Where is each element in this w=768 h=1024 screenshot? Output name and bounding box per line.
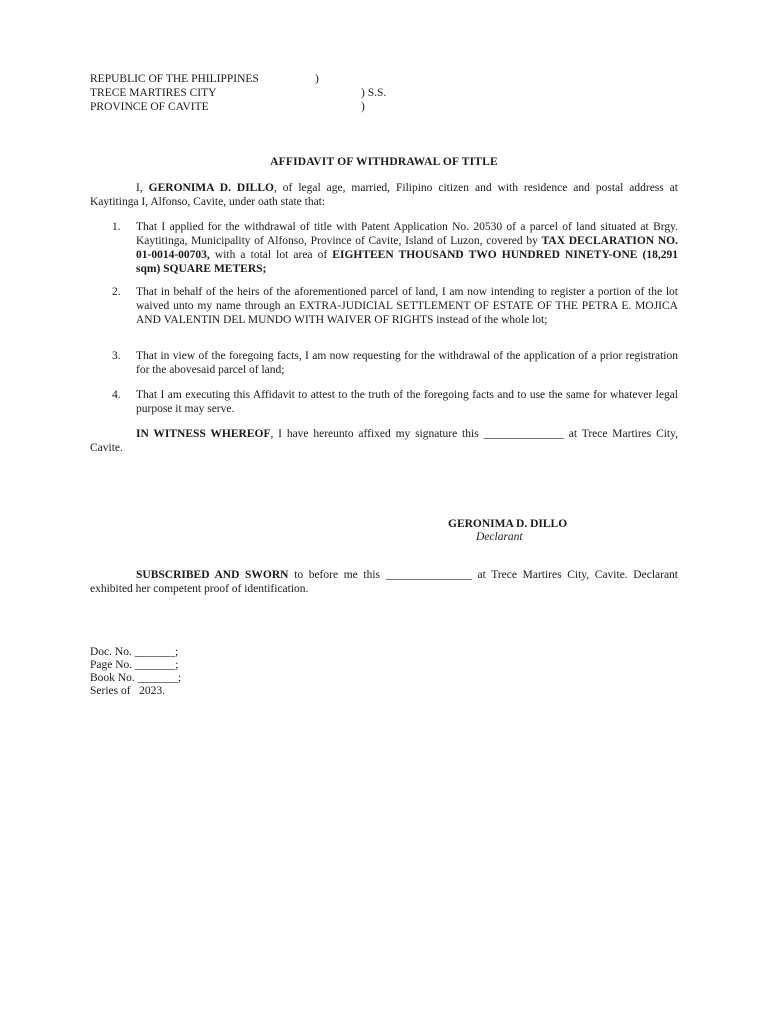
tax-declaration: TAX DECLARATION NO. 01-0014-00703,	[136, 235, 678, 261]
series-year: Series of 2023.	[90, 685, 166, 697]
document-title: AFFIDAVIT OF WITHDRAWAL OF TITLE	[270, 156, 498, 168]
list-item-text: with a total lot area of	[209, 249, 333, 261]
affiant-name: GERONIMA D. DILLO	[148, 182, 274, 194]
venue-paren-2: ) S.S.	[361, 87, 387, 99]
venue-line-1: REPUBLIC OF THE PHILIPPINES	[90, 73, 259, 85]
page-number: Page No. _______;	[90, 659, 179, 671]
intro-paragraph	[90, 181, 678, 209]
signatory-role: Declarant	[476, 531, 523, 543]
list-item-number: 2.	[112, 286, 121, 298]
signatory-name: GERONIMA D. DILLO	[448, 518, 568, 530]
list-item-text: That in view of the foregoing facts, I am now requesting for the withdrawal of the application of a prior registration for the abovesaid parcel of land;	[136, 350, 678, 376]
venue-paren-1: )	[315, 73, 319, 85]
jurat-text: to before me this _______________ at Trece Martires City, Cavite. Declarant exhibited her competent proof of identification.	[90, 569, 678, 595]
list-item-number: 3.	[112, 350, 121, 362]
lot-area: EIGHTEEN THOUSAND TWO HUNDRED NINETY-ONE (18,291 sqm) SQUARE METERS;	[136, 249, 679, 275]
venue-line-3: PROVINCE OF CAVITE	[90, 101, 209, 113]
intro-text: , of legal age, married, Filipino citizen and with residence and postal address at Kaytitinga I, Alfonso, Cavite, under oath state that:	[90, 182, 678, 208]
list-item-number: 1.	[112, 221, 121, 233]
list-item-text: That I am executing this Affidavit to attest to the truth of the foregoing facts and to use the same for whatever legal purpose it may serve.	[136, 389, 678, 415]
witness-paragraph	[90, 427, 678, 455]
book-number: Book No. _______;	[90, 672, 182, 684]
venue-paren-3: )	[361, 101, 365, 113]
jurat-heading: SUBSCRIBED AND SWORN	[136, 569, 289, 581]
list-item-text: That I applied for the withdrawal of title with Patent Application No. 20530 of a parcel of land situated at Brgy. Kaytitinga, Municipality of Alfonso, Province of Cavite, Island of Luzon, covered by	[136, 221, 678, 247]
venue-line-2: TRECE MARTIRES CITY	[90, 87, 217, 99]
list-item-number: 4.	[112, 389, 121, 401]
witness-heading: IN WITNESS WHEREOF	[136, 428, 271, 440]
list-item-1	[112, 220, 678, 276]
list-item-4	[112, 388, 678, 416]
list-item-2	[112, 285, 678, 327]
list-item-text: That in behalf of the heirs of the aforementioned parcel of land, I am now intending to register a portion of the lot waived unto my name through an EXTRA-JUDICIAL SETTLEMENT OF ESTATE OF THE PETRA E. MOJICA AND VALENTIN DEL MUNDO WITH WAIVER OF RIGHTS instead of the whole lot;	[136, 286, 678, 326]
witness-text: , I have hereunto affixed my signature this ______________ at Trece Martires City, Cavite.	[90, 428, 679, 454]
doc-number: Doc. No. _______;	[90, 646, 179, 658]
intro-prefix: I,	[136, 182, 149, 194]
list-item-3	[112, 349, 678, 377]
jurat-paragraph	[90, 568, 678, 596]
